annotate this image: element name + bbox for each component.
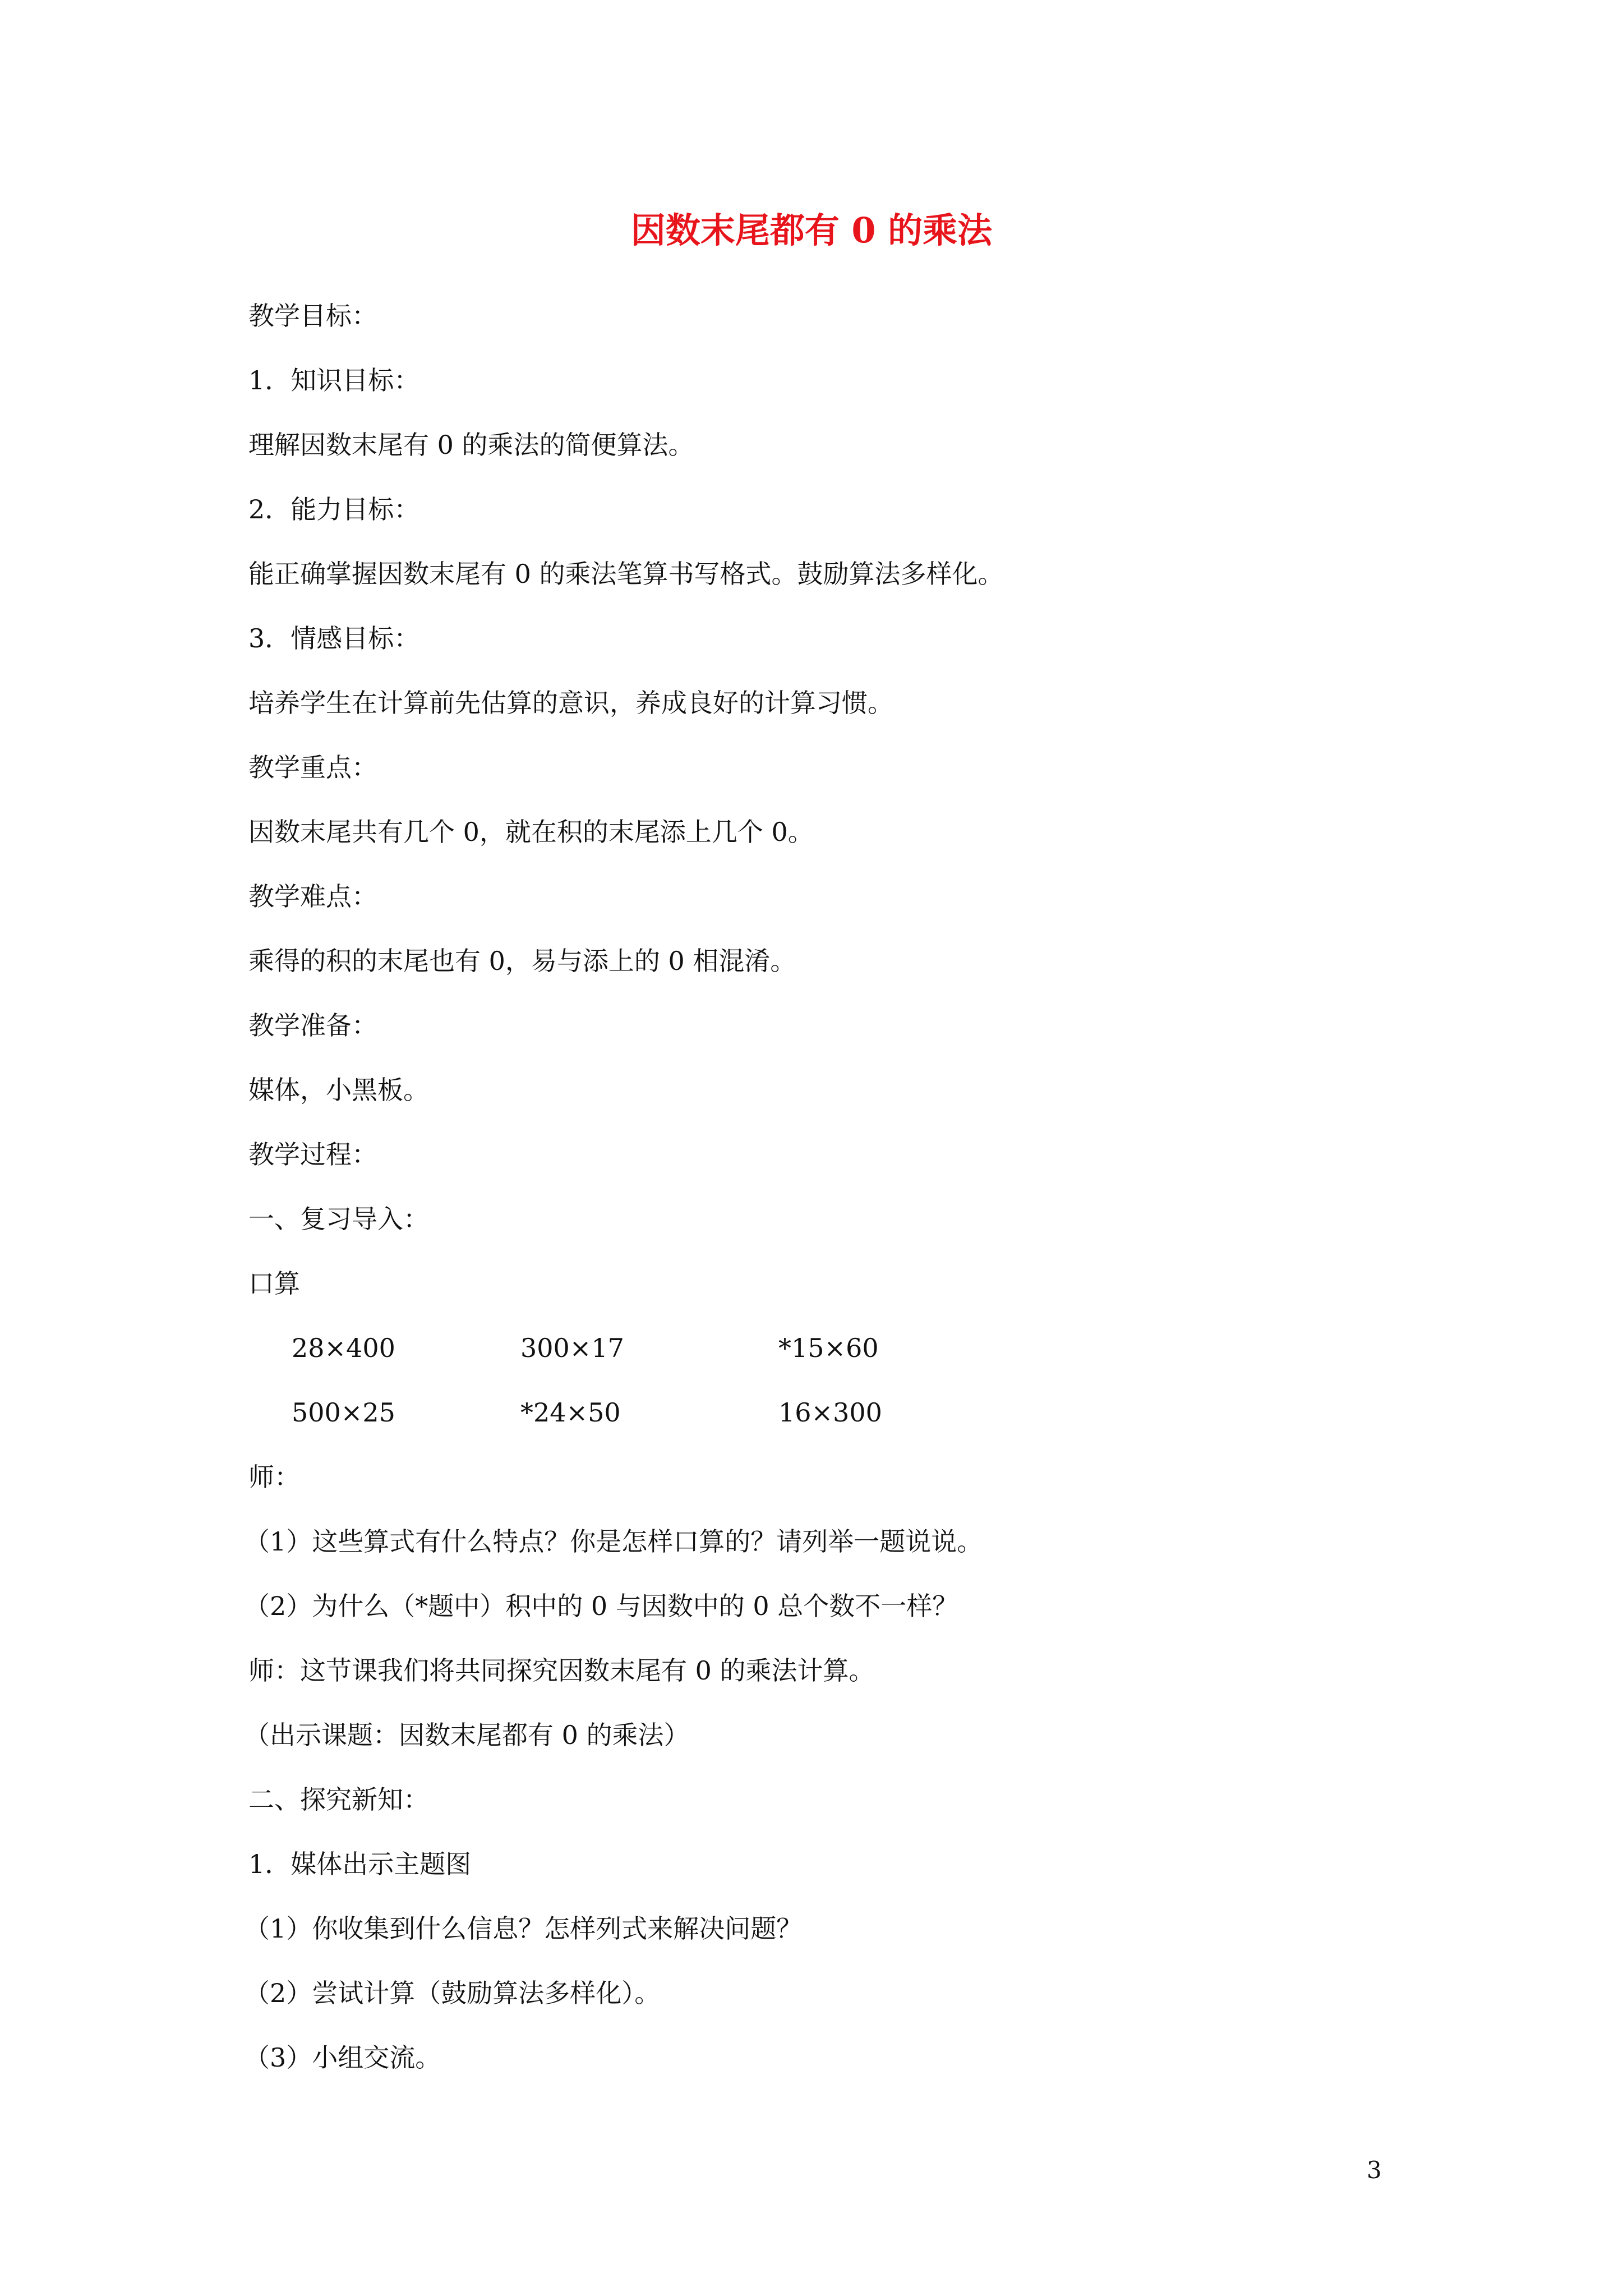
text-line: 师： xyxy=(248,1462,300,1492)
text-line: 理解因数末尾有 0 的乘法的简便算法。 xyxy=(248,430,694,460)
text-line: （2）尝试计算（鼓励算法多样化）。 xyxy=(244,1978,661,2008)
text-line: 2．能力目标： xyxy=(248,494,420,524)
text-line: 教学重点： xyxy=(248,752,377,783)
text-line: 教学难点： xyxy=(248,881,377,912)
text-line: 口算 xyxy=(248,1268,300,1299)
text-line: 培养学生在计算前先估算的意识，养成良好的计算习惯。 xyxy=(248,688,893,718)
text-line: 1．媒体出示主题图 xyxy=(248,1849,472,1879)
text-line: 能正确掌握因数末尾有 0 的乘法笔算书写格式。鼓励算法多样化。 xyxy=(248,559,1004,589)
text-line: 教学目标： xyxy=(248,301,377,331)
text-line: （出示课题：因数末尾都有 0 的乘法） xyxy=(244,1720,690,1750)
calc-item: *15×60 xyxy=(778,1333,879,1363)
calc-item: *24×50 xyxy=(520,1397,621,1428)
text-line: 媒体，小黑板。 xyxy=(248,1075,429,1105)
text-line: 二、探究新知： xyxy=(248,1784,429,1815)
text-line: 教学过程： xyxy=(248,1139,377,1170)
text-line: 一、复习导入： xyxy=(248,1204,429,1234)
text-line: （3）小组交流。 xyxy=(244,2042,441,2073)
document-title: 因数末尾都有 0 的乘法 xyxy=(630,210,993,251)
text-line: 乘得的积的末尾也有 0，易与添上的 0 相混淆。 xyxy=(248,946,796,976)
text-line: 因数末尾共有几个 0，就在积的末尾添上几个 0。 xyxy=(248,817,814,847)
calc-item: 500×25 xyxy=(292,1397,395,1428)
calc-item: 16×300 xyxy=(778,1397,882,1428)
text-line: （1）你收集到什么信息？怎样列式来解决问题？ xyxy=(244,1913,803,1944)
text-line: （2）为什么（*题中）积中的 0 与因数中的 0 总个数不一样？ xyxy=(244,1591,958,1621)
text-line: 师：这节课我们将共同探究因数末尾有 0 的乘法计算。 xyxy=(248,1655,875,1686)
calc-item: 28×400 xyxy=(292,1333,395,1363)
text-line: （1）这些算式有什么特点？你是怎样口算的？请列举一题说说。 xyxy=(244,1526,983,1557)
page-number: 3 xyxy=(1367,2156,1382,2184)
text-line: 教学准备： xyxy=(248,1010,377,1041)
calc-item: 300×17 xyxy=(520,1333,624,1363)
text-line: 1．知识目标： xyxy=(248,365,420,395)
text-line: 3．情感目标： xyxy=(248,623,420,654)
